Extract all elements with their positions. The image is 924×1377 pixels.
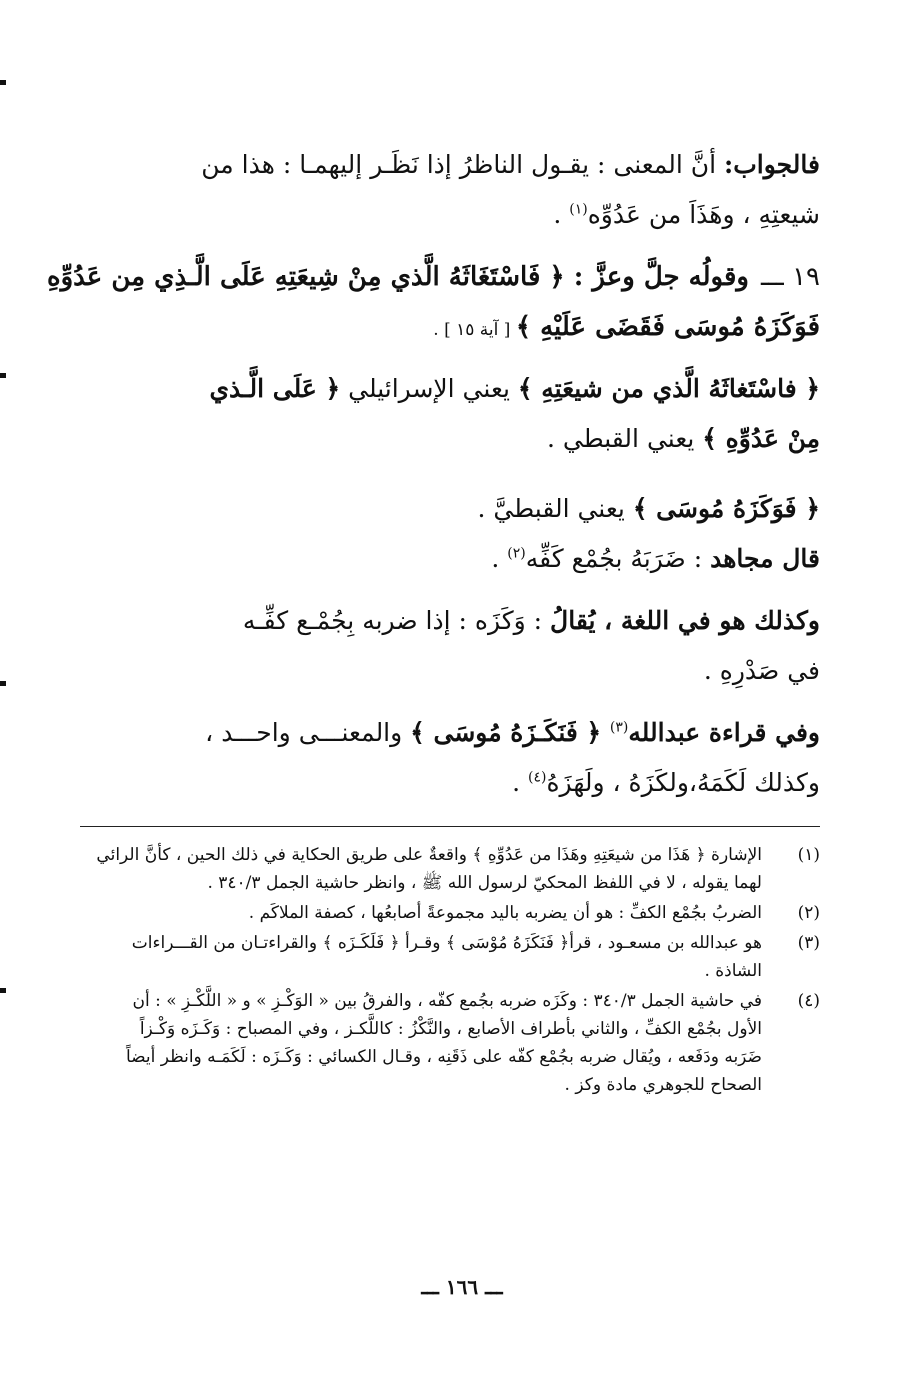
footnote-1 bbox=[78, 841, 820, 897]
scan-margin-mark bbox=[0, 373, 6, 378]
page-number: ـــ ١٦٦ ـــ bbox=[421, 1275, 503, 1299]
mujahid-line: قال مجاهد : ضَرَبَهُ بجُمْع كَفِّه$^{(٢)}$ . bbox=[491, 544, 820, 573]
commentary-line-2: مِنْ عَدُوِّهِ ﴾ يعني القبطي . bbox=[547, 424, 820, 453]
footnote-ref-1: (١) bbox=[569, 201, 588, 218]
entry-19-line-1: ١٩ ـــوقولُه جلَّ وعزَّ : ﴿ فَاسْتَغَاثَهُ الَّذي مِنْ شِيعَتِهِ عَلَى الَّـذِي مِن عَدُوِّهِ bbox=[78, 252, 820, 302]
paragraph-answer-line-1: فالجواب: أنَّ المعنى : يقـول الناظرُ إذا نَظَـر إليهمـا : هذا من bbox=[201, 150, 820, 179]
footnote-2 bbox=[78, 899, 820, 927]
commentary-line-3: ﴿ فَوَكَزَهُ مُوسَى ﴾ يعني القبطيَّ . bbox=[477, 494, 820, 523]
entry-19-line-2 bbox=[78, 302, 820, 352]
answer-label: فالجواب: bbox=[724, 150, 820, 179]
footnote-line: في حاشية الجمل ٣٤٠/٣ : وكَزَه ضربه بجُمع كفّه ، والفرقُ بين « الوَكْـزِ » و « اللَّكْـزِ » : أن bbox=[132, 991, 762, 1011]
book-page bbox=[46, 140, 820, 1099]
footnote-mark: (١) bbox=[797, 845, 820, 865]
footnote-line: الشاذة . bbox=[704, 961, 762, 981]
footnote-ref-3: (٣) bbox=[609, 719, 629, 736]
footnote-4 bbox=[78, 987, 820, 1099]
paragraph-answer-line-2: شيعتِهِ ، وهَذَاَ من عَدُوِّه$^{(١)}$ . bbox=[553, 200, 820, 229]
verse-reference: [ آية ١٥ ] . bbox=[433, 320, 516, 340]
footnote-mark: (٤) bbox=[797, 991, 820, 1011]
reading-line-1: وفي قراءة عبدالله$^{(٣)}$ ﴿ فَنَكَـزَهُ مُوسَى ﴾ والمعنـــى واحـــد ، bbox=[205, 718, 820, 747]
footnote-ref-2: (٢) bbox=[507, 545, 526, 562]
footnote-line: الضربُ بجُمْع الكفِّ : هو أن يضربه باليد مجموعةً أصابعُها ، كصفة الملاكَم . bbox=[248, 903, 762, 923]
scan-margin-mark bbox=[0, 80, 6, 85]
footnote-line: لهما يقوله ، لا في اللفظ المحكيّ لرسول الله ﷺ ، وانظر حاشية الجمل ٣٤٠/٣ . bbox=[207, 873, 762, 893]
footnote-line: الصحاح للجوهري مادة وكز . bbox=[564, 1075, 762, 1095]
mujahid-label: قال مجاهد bbox=[710, 544, 820, 573]
scan-margin-mark bbox=[0, 988, 6, 993]
footnote-line: ضَرَبه ودَفَعه ، ويُقال ضربه بجُمْع كفّه على ذَقَنِه ، وقـال الكسائي : وَكَـزَه : لَكَمَـه وانظر أيضاً bbox=[126, 1047, 762, 1067]
reading-line-2: وكذلك لَكَمَهُ،ولكَزَهُ ، ولَهَزَهُ$^{(٤)}$ . bbox=[512, 768, 820, 797]
main-text bbox=[46, 140, 820, 808]
footnote-ref-4: (٤) bbox=[527, 769, 547, 786]
footnote-line: هو عبدالله بن مسعـود ، قرأ﴿ فَنَكَزَهُ مُوْسَى ﴾ وقـرأ ﴿ فَلَكَـزَه ﴾ والقراءتـان من القـــراءات bbox=[131, 933, 762, 953]
commentary-line-1: ﴿ فاسْتَغاثَهُ الَّذي من شيعَتِهِ ﴾ يعني الإسرائيلي ﴿ عَلَى الَّـذي bbox=[209, 374, 820, 403]
footnote-mark: (٢) bbox=[797, 903, 820, 923]
scan-margin-mark bbox=[0, 681, 6, 686]
entry-number: ١٩ ـــ bbox=[760, 262, 820, 292]
footnote-line: الأول بجُمْع الكفِّ ، والثاني بأطراف الأصابع ، والنَّكْزُ : كاللَّكـز ، وفي المصباح : وَكَـزَه وَكْـزاً bbox=[139, 1019, 762, 1039]
footnote-mark: (٣) bbox=[797, 933, 820, 953]
footnote-divider bbox=[80, 826, 820, 827]
language-line-1: وكذلك هو في اللغة ، يُقالُ : وَكَزَه : إذا ضربه بِجُمْـع كفِّـه bbox=[242, 606, 820, 635]
footnote-line: الإشارة ﴿ هَذَا من شيعَتِهِ وهَذَا من عَدُوِّهِ ﴾ واقعةٌ على طريق الحكاية في ذلك الحين ، كأنَّ الرائي bbox=[96, 845, 762, 865]
language-line-2: في صَدْرِهِ . bbox=[703, 656, 820, 685]
footnote-3 bbox=[78, 929, 820, 985]
quran-verse: ﴿ فَاسْتَغَاثَهُ الَّذي مِنْ شِيعَتِهِ عَلَى الَّـذِي مِن عَدُوِّهِ bbox=[46, 262, 565, 292]
quran-verse-cont: فَوَكَزَهُ مُوسَى فَقَضَى عَلَيْهِ ﴾ bbox=[515, 312, 820, 342]
footnotes bbox=[78, 841, 820, 1099]
